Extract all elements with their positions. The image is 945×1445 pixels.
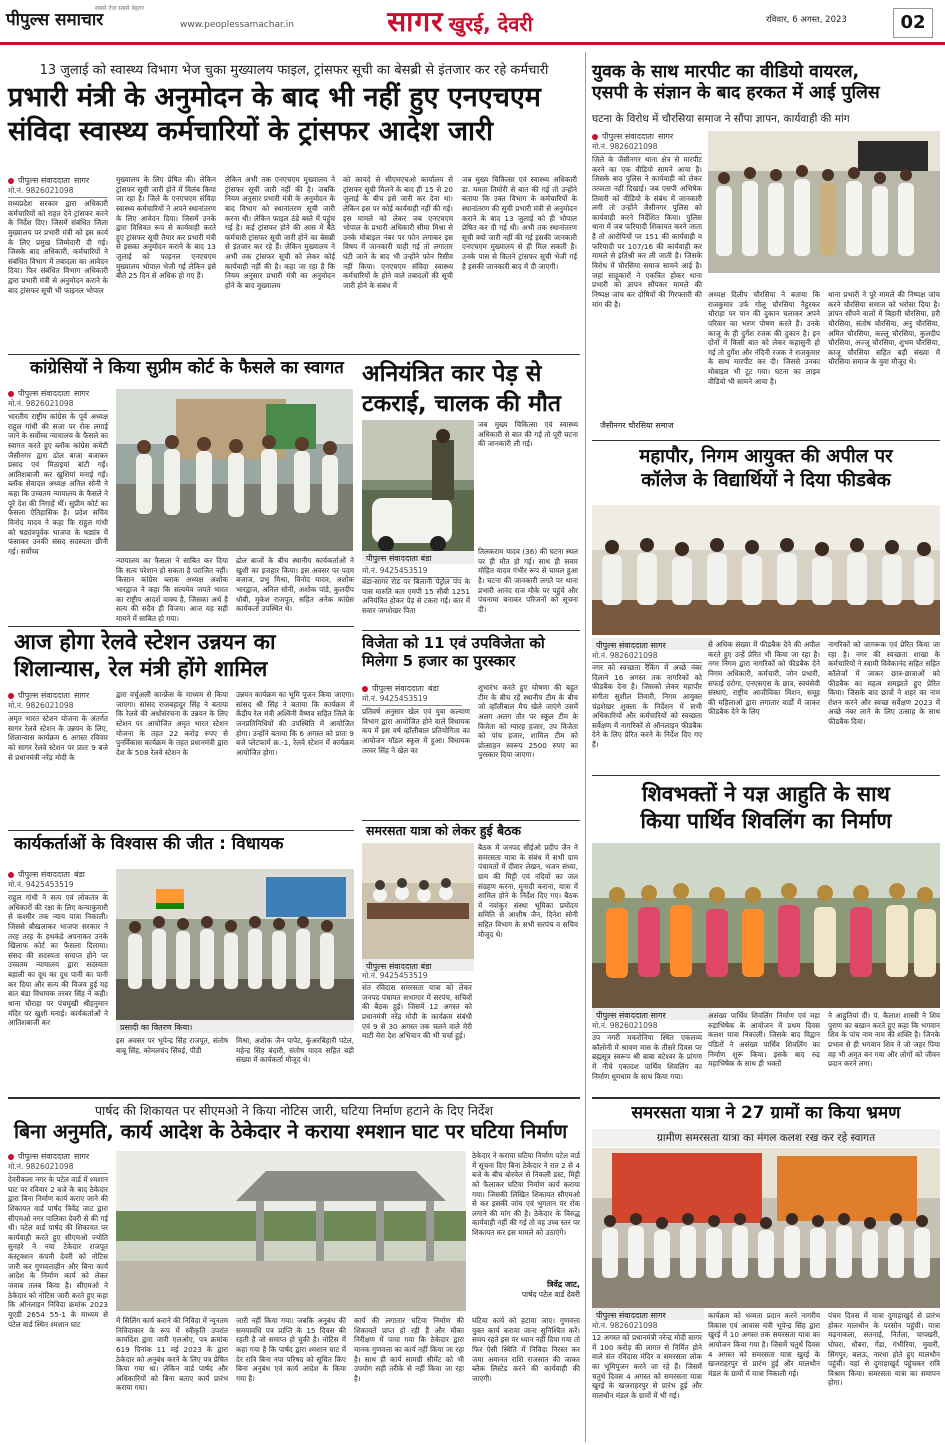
issue-date: रविवार, 6 अगस्त, 2023 [766, 15, 847, 25]
complaint-sig-role: पार्षद पटेल वार्ड देवरी [521, 1290, 580, 1299]
story-yatra-headline: समरसता यात्रा ने 27 ग्रामों का किया भ्रमण [631, 1103, 901, 1123]
nhm-col-5: जब मुख्य चिकित्सा एवं स्वास्थ्य अधिकारी डा. ममता तिमोरी से बात की गई तो उन्होंने बताया कि उक्त विभाग के कर्मचारियों के स्थानांतरण की सूची प्रभारी मंत्री से अनुमोदन कराने के बाद 13 जुलाई को ही भोपाल प्रेषित कर दी गई थी। अभी तक स्थानांतरण सूची क्यों जारी नहीं की गई इसकी जानकारी एनएचएम मुख्यालय से ही मिल सकती है। उनके पास से कितने ट्रांसफर सूची भेजी गई है इसकी जानकारी बाद में दी जाएगी। [462, 175, 577, 271]
shiv-mob: मो.नं. 9826021098 [592, 1021, 702, 1033]
headline-line2: संविदा स्वास्थ्य कर्मचारियों के ट्रांसफर आदेश जारी [8, 115, 494, 147]
congress-byline: पीपुल्स संवाददाता सागर मो.नं. 9826021098 [8, 388, 108, 411]
tagline: सबसे तेज़ सबसे बेहतर [94, 5, 144, 12]
city-banner [300, 2, 620, 38]
logo-text: पीपुल्स समाचार [6, 10, 104, 30]
place: सागर [73, 176, 90, 185]
story-railway-headline [14, 630, 354, 684]
accident-col-top: जब मुख्य चिकित्सा एवं स्वास्थ्य अधिकारी से बात की गई तो पूरी घटना की जानकारी ली गई। [478, 420, 578, 449]
shiv-col-2: असंख्य पार्थिव शिवलिंग निर्माण एवं महा रुद्राभिषेक के आयोजन में प्रथम दिवस कलश यात्रा निकाली। जिसके बाद विद्वान पंडितों ने असंख्य पार्थिव शिवलिंग का निर्माण शुरू किया। इसके बाद रुद्र महाभिषेक के साथ ही भक्तों [708, 1011, 820, 1069]
shiv-photo [592, 843, 940, 1008]
cremation-col-left: देवरीकला नगर के पटेल वार्ड में श्मशान घाट पर रविवार 2 बजे के बाद ठेकेदार द्वारा बिना निर्माण कार्य कराए जाने की शिकायत वार्ड पार्षद त्रिवेंद्र जाट द्वारा सीएमओ नगर पालिका देवरी से की गई थी। पटेल वार्ड पार्षद की शिकायत पर कार्यवाही करते हुए सीएमओ ज्योति सुनहरे ने नया टेकेदार राजपूत कंस्ट्रक्शन कंपनी देवरी को नोटिस जारी कर गुणवत्ताहीन और बिना कार्य आदेश के निर्माण कार्य को लेकर जवाब तलब किया है। सीएमओ ने ठेकेदार को नोटिस जारी करते हुए कहा कि ऑनलाइन निविदा क्रमांक 2023 यूएडी 2654 55-1 के माध्यम से पटेल वार्ड स्थित श्मशान घाट [8, 1175, 108, 1329]
railway-col-2: द्वारा वर्चुअली कान्फ्रेंस के माध्यम से किया जाएगा। सांसद राजबहादुर सिंह ने बताया कि रेलवे की अधोसंरचना के उन्नयन के लिए स्टेशन पर आयोजित अमृत भारत स्टेशन योजना के तहत 22 करोड़ रुपए से पुनर्विकास कार्यक्रम के तहत प्रधानमंत्री द्वारा देश के 508 रेलवे स्टेशन के [116, 690, 228, 757]
railway-headline-1: आज होगा रेलवे स्टेशन उन्नयन का [14, 630, 276, 655]
video-headline-2: एसपी के संज्ञान के बाद हरकत में आई पुलिस [592, 83, 880, 104]
shiv-photo-image [592, 843, 940, 1008]
story-meeting-headline: समरसता यात्रा को लेकर हुई बैठक [366, 823, 522, 838]
nhm-col-4: को कायदे से सीएमएचओ कार्यालय से ट्रांसफर सूची मिलने के बाद ही 15 से 20 जुलाई के बीच इसे जारी कर देना था। लेकिन इस पर कोई कार्यवाही नहीं की गई। इस मामले को लेकर जब एनएचएम भोपाल के प्रभारी अधिकारी सीमा मिश्रा से उनके मोबाइल नंबर पर फोन लगाकर इस विषय में जानकारी चाही गई तो लगातार घंटी जाने के बाद भी उन्होंने फोन रिसीव नहीं किया। एनएचएम संविदा स्वास्थ्य कर्मचारियों के होने वाले तबादलों की सूची जारी होने के संबंध में [343, 175, 453, 291]
story-video-headline [592, 62, 940, 105]
video-col-3: थाना प्रभारी ने पूरे मामले की निष्पक्ष जांच करने चौरसिया समाज को भरोसा दिया है। ज्ञापन सौंपने वालों में बिहारी चौरसिया, हरी चौरसिया, संतोष चौरसिया, अनु चौरसिया, अमित चौरसिया, कल्लू चौरसिया, कुलदीप चौरसिया, अज्जू चौरसिया, शुभम चौरसिया, काजू चौरसिया सहित बड़ी संख्या में चौरसिया समाज के युवा मौजूद थे। [828, 290, 940, 367]
feedback-col-3: नागरिकों को जागरूक एवं प्रेरित किया जा रहा है। नगर की स्वच्छता शाखा के कर्मचारियों ने स्वामी विवेकानंद सहित सहित कॉलेजों में जाकर छात्र-छात्राओं को फीडबैक का महत्व समझाते हुए प्रेरित किया। जिसके बाद छात्रों ने शहर का नाम रोशन करने और स्वच्छ सर्वेक्षण 2023 में अच्छे नंबर लाने के लिए उत्साह के साथ फीडबैक दिया। [828, 640, 940, 727]
cremation-complaint-box [472, 1151, 580, 1306]
mobile: मो.नं. 9826021098 [8, 186, 108, 198]
bullet-icon [8, 178, 14, 184]
railway-headline-2: शिलान्यास, रेल मंत्री होंगे शामिल [14, 656, 268, 682]
accident-byline: पीपुल्स संवाददाता बंडा [362, 551, 474, 564]
shiv-col-1: उप नगरी मकरोनिया स्थित एकलव्य कॉलोनी में श्रावण मास के तीसरे दिवस पर ब्रह्मसूत्र स्वरूप श्री बाबा बटेश्वर के प्रांगण में नीचे एकादश पार्थिव शिवलिंग का निर्माण धूमधाम के साथ किया गया। [592, 1033, 702, 1081]
meeting-col-1: संत रविदास समरसता यात्रा को लेकर जनपद पंचायत सभागार में सरपंच, सचिवों की बैठक हुई। जिसमें 12 अगस्त को प्रधानमंत्री नरेंद्र मोदी के कार्यक्रम संबंधी एवं 9 से 30 अगस्त तक चलने वाले मेरी माटी मेरा देश अभियान की भी चर्चा हुई। [362, 983, 472, 1041]
video-byline: पीपुल्स संवाददाता सागर मो.नं. 9826021098 [592, 131, 702, 154]
congress-col-1: भारतीय राष्ट्रीय कांग्रेस के पूर्व अध्यक्ष राहुल गांधी की सजा पर रोक लगाई जाने के सर्वोच्च न्यायालय के फैसले का स्वागत करते हुए ब्लॉक कांग्रेस कमेटी जैसीनगर द्वारा ढोल बाजा बजाकर प्रसाद एवं मिठाइयां बांटी गईं। आतिशबाजी कर खुशियां मनाई गईं। ब्लॉक सेवादल अध्यक्ष अनिल सोनी ने कहा कि उच्चतम न्यायालय के फैसले ने पूरे देश की निगाहें थीं। सुप्रीम कोर्ट का फैसला ऐतिहासिक है। प्रदेश सचिव विनोद यादव ने कहा कि राहुल गांधी को षड्यंत्रपूर्वक भाजपा के षड्यंत्र में फंसाकर उनकी संसद सदस्यता छीनी गई। सर्वोच्च [8, 412, 108, 556]
meeting-mob: मो.नं. 9425453519 [362, 971, 472, 983]
railway-col-1: अमृत भारत स्टेशन योजना के अंतर्गत सागर रेलवे स्टेशन के उन्नयन के लिए, शिलान्यास कार्यक्रम 6 अगस्त रविवार को सागर रेलवे स्टेशन पर प्रातः 9 बजे से प्रधानमंत्री नरेंद्र मोदी के [8, 714, 108, 762]
nhm-col-1: मध्यप्रदेश सरकार द्वारा अधिकारी कर्मचारियों को राहत देने ट्रांसफर करने के निर्देश दिए। जिसमें संबंधित जिला मुख्यालय पर प्रभारी मंत्री को इस कार्य के लिए प्रमुख जिम्मेदारी दी गई। जिसके बाद अधिकारी, कर्मचारियों ने संबंधित विभाग में तबादला का आवेदन दिया। फिर संबंधित विभाग अधिकारी द्वारा प्रभारी मंत्री से अनुमोदन कराने के बाद ट्रांसफर सूची भी फाइनल भोपाल [8, 199, 108, 295]
cremation-col-2: जारी नहीं किया गया। जबकि अनुबंध की समयावधि पत्र प्राप्ति के 15 दिवस की रहती है जो समाप्त हो चुकी है। नोटिस में कहा गया है कि पार्षद द्वारा श्मशान घाट में देर रात्रि बिना नपा परिषद को सूचित किए बिना अनुबंध एवं कार्य आदेश के किया गया है। [236, 1316, 346, 1383]
story-shiv-headline [592, 781, 940, 836]
story-cremation-kicker: पार्षद की शिकायत पर सीएमओ ने किया नोटिस जारी, घटिया निर्माण हटाने के दिए निर्देश [94, 1103, 494, 1118]
meeting-photo [362, 843, 474, 961]
mla-col-1: राहुल गांधी ने सत्य एवं लोकतंत्र के अधिकारों की रक्षा के लिए कन्याकुमारी से कश्मीर तक न्याय यात्रा निकाली। जिससे बौखलाकर भाजपा सरकार ने तरह तरह के हथकंडे अपनाकर उनके खिलाफ कोर्ट का फैसला दिलाया। संसद की सदस्यता समाप्त होने पर उच्चतम न्यायालय द्वारा सदस्यता बहाली का दूध का दूध पानी का पानी कर दिया और सत्य की विजय हुई यह बात बंडा विधायक तरवर सिंह ने कही। थाना चौराहा पर पंचमुखी श्रीहनुमान मंदिर पर खुशी मनाई। कार्यकर्ताओं ने आतिशबाजी कर [8, 893, 108, 1028]
shiv-headline-2: किया पार्थिव शिवलिंग का निर्माण [640, 809, 892, 834]
meeting-byline: पीपुल्स संवाददाता बंडा [362, 959, 474, 971]
cremation-photo-image [116, 1151, 466, 1311]
mla-photo [116, 869, 354, 1021]
video-photo-image [708, 131, 940, 273]
yatra-photo-image [592, 1148, 940, 1308]
feedback-photo [592, 505, 940, 635]
cremation-col-3: कार्य की लगातार घटिया निर्माण की शिकायतें प्राप्त हो रही हैं और मौका निरीक्षण में पाया गया कि ठेकेदार द्वारा मानक गुणवत्ता का कार्य नहीं किया जा रहा है। साथ ही कार्य सामग्री सीमेंट को भी उपयोग सही तरीके से नहीं किया जा रहा है। [354, 1316, 464, 1383]
railway-byline: पीपुल्स संवाददाता सागर मो.नं. 9826021098 [8, 690, 108, 713]
prize-col-1: प्रतिवर्ष अनुसार खेल एवं युवा कल्याण विभाग द्वारा आयोजित होने वाले विधायक कप में इस वर्ष व्हॉलीबाल प्रतियोगिता का आयोजन मॉडल स्कूल में हुआ। विधायक तरवर सिंह ने खेल का [362, 707, 470, 755]
feedback-headline-2: कॉलेज के विद्यार्थियों ने दिया फीडबेक [641, 470, 891, 492]
prize-byline: पीपुल्स संवाददाता बंडा मो.नं. 9425453519 [362, 683, 462, 706]
yatra-photo [592, 1148, 940, 1308]
meeting-col-2: बैठक में जनपद सीईओ प्रदीप जैन ने समरसता यात्रा के संबंध में सभी ग्राम पंचायतों में दीवार लेखन, भजन संध्या, ग्राम की मिट्टी एवं नदियों का जल संग्रहण करना, मुनादी कराना, यात्रा में शामिल होने के निर्देश दिए गए। बैठक में नवांकुर संस्था भूमिका प्रमोदय समिति से आशीष जैन, दिनेश सोनी सहित विभाग के सभी सरपंच व सचिव मौजूद थे। [478, 843, 578, 939]
story-feedback-headline [592, 445, 940, 493]
video-kicker: घटना के विरोध में चौरसिया समाज ने सौंपा ज्ञापन, कार्यवाही की मांग [592, 113, 850, 125]
nhm-col-2: मुख्यालय के लिए प्रेषित की। लेकिन ट्रांसफर सूची जारी होने में विलंब किया जा रहा है। जिले के एनएचएम संविदा स्वास्थ्य कर्मचारियों ने अपने स्थानांतरण के लिए आवेदन दिया। जिसमें उनके द्वारा विधिवत रूप से कार्यवाही करते हुए ट्रांसफर सूची तैयार कर प्रभारी मंत्री से इसका अनुमोदन कराने के बाद 13 जुलाई को फाइनल एनएचएम मुख्यालय भोपाल भेजी गई लेकिन इसे बीते 25 दिन से अधिक हो गए हैं। [116, 175, 216, 281]
congress-col-3: ढोल बाजों के बीच स्थानीय कार्यकर्ताओं ने खुशी का इजहार किया। इस अवसर पर पदम बजाज, प्रभु मिश्रा, विनोद यादव, अशोक भारद्वाज, अनिल सोनी, अशोक पांडे, कुलदीप धोबी, मुकेश राजपूत, सहित अनेक कांग्रेस कार्यकर्ता उपस्थित थे। [236, 556, 354, 614]
feedback-photo-image [592, 505, 940, 635]
kicker: 13 जुलाई को स्वास्थ्य विभाग भेज चुका मुख्यालय फाइल, ट्रांसफर सूची का बेसब्री से इंतजार कर रहे कर्मचारी [39, 63, 549, 78]
cremation-col-1: में सिलिंग कार्य कराने की निविदा में न्यूनतम निविदाकार के रूप में स्वीकृति उपरांत कार्यादेश द्वारा जारी एलओए, पत्र क्रमांक 619 दिनांक 11 मई 2023 के द्वारा ठेकेदार को अनुबंध करने के लिए पत्र प्रेषित किया गया था। लेकिन वार्ड पार्षद और अधिकारियों को बिना बताए कार्य प्रारंभ कराया गया। [116, 1316, 228, 1393]
accident-photo-image [362, 420, 474, 560]
nhm-byline [8, 175, 108, 198]
story-cremation-headline: बिना अनुमति, कार्य आदेश के ठेकेदार ने कराया श्मशान घाट पर घटिया निर्माण [14, 1120, 568, 1143]
mla-col-2: इस अवसर पर भूपेन्द्र सिंह राजपूत, संतोष बाबू सिंह, कोमलचंद सिंघई, पीडी [116, 1036, 228, 1055]
bullet-icon [8, 693, 14, 699]
mla-photo-image [116, 869, 354, 1021]
railway-col-3: उन्नयन कार्यक्रम का भूमि पूजन किया जाएगा। सांसद श्री सिंह ने बताया कि कार्यक्रम में केंद्रीय रेल मंत्री अश्विनी वैष्णव सहित जिले के जनप्रतिनिधियों की उपस्थिति में आयोजित होगा। उन्होंने बताया कि 6 अगस्त को प्रातः 9 बजे प्लेटफार्म क्र.-1, रेलवे स्टेशन में कार्यक्रम आयोजित होगा। [236, 690, 354, 757]
mla-col-3: मिश्रा, अशोक जैन पापेट, कुंअरबिहारी पटेल, महेन्द्र सिंह बंदारी, संतोष यादव सहित बड़ी संख्या में कार्यकर्ता मौजूद थे। [236, 1036, 354, 1065]
story-accident-headline [362, 360, 578, 420]
headline-line1: प्रभारी मंत्री के अनुमोदन के बाद भी नहीं हुए एनएचएम [8, 82, 541, 113]
feedback-col-1: नगर को स्वच्छता रैंकिंग में अच्छे नंबर दिलाने 16 अगस्त तक नागरिकों को फीडबैक देना है। जिसको लेकर महापौर संगीता सुशील तिवारी, निगम आयुक्त चंद्रशेखर शुक्ला के निर्देशन में सभी अधिकारियों और कर्मचारियों को स्वच्छता सर्वेक्षण में नागरिकों से ऑनलाइन फीडबैक देने के लिए प्रेरित करने के निर्देश दिए गए हैं। [592, 663, 702, 750]
feedback-headline-1: महापौर, निगम आयुक्त की अपील पर [639, 446, 893, 467]
mla-byline: पीपुल्स संवाददाता बंडा मो.नं. 9425453519 [8, 869, 108, 892]
mla-photo-caption: प्रसादी का वितरण किया। [116, 1020, 354, 1033]
video-col-1: जिले के जैसीनगर थाना क्षेत्र से मारपीट करने का एक वीडियो सामने आया है। जिसके बाद पुलिस ने कार्यवाही को लेकर तत्परता नहीं दिखाई। जब एसपी अभिषेक तिवारी को वीडियो के संबंध में जानकारी लगी तो उन्होंने जैसीनगर पुलिस को कार्यवाही करने निर्देशित किया। पुलिस थाना में जब फरियादी शिकायत करने जाता है तो आरोपियों पर 151 की कार्यवाही व फरियादी पर 107/16 की कार्यवाही कर मामले से इतिश्री कर ली जाती है। जिसके विरोध में चौरसिया समाज सामने आई है। जहां साहूकारों ने एकत्रित होकर थाना प्रभारी को ज्ञापन सौंपकर मामले की निष्पक्ष जांच कर दोषियों की गिरफ्तारी की मांग की है। [592, 155, 702, 309]
city-sub: खुरई, देवरी [448, 12, 533, 36]
shiv-byline: पीपुल्स संवाददाता सागर [592, 1008, 712, 1020]
congress-photo [116, 389, 353, 551]
prize-col-2: शुभारंभ करते हुए घोषणा की बहुत टीम के बीच रहें स्थानीय टीम के बीच जो व्हॉलीबाल मैच खेले जाएंगे उसमें अलग अलग तौर पर स्कूल टीम के विजेता को ग्यारह हजार, उप विजेता को पांच हजार, शामिल टीम को प्रोत्साहन स्वरूप 2500 रुपए का पुरस्कार दिया जाएगा। [478, 683, 578, 760]
yatra-mob: मो.नं. 9826021098 [592, 1321, 702, 1333]
nhm-col-3: लेकिन अभी तक एनएचएम मुख्यालय ने ट्रांसफर सूची जारी नहीं की है। जबकि नियम अनुसार प्रभारी मंत्री के अनुमोदन के बाद विभाग को स्थानांतरण सूची जारी करना थी। लेकिन फाइल ठंडे बस्ते में पहुंच गई है। कई ट्रांसफर होने की आस में बैठे कर्मचारी ट्रांसफर सूची जारी होने का बेसब्री से इंतजार कर रहे हैं। लेकिन मुख्यालय ने अभी तक ट्रांसफर सूची को लेकर कोई कार्यवाही नहीं की है। कहा जा रहा है कि नियम अनुसार प्रभारी मंत्री का अनुमोदन होने के बाद मुख्यालय [225, 175, 335, 291]
bullet-icon [8, 872, 14, 878]
accident-headline-2: टकराई, चालक की मौत [362, 390, 561, 417]
feedback-mob: मो.नं. 9826021098 [592, 651, 702, 663]
masthead-rule [0, 42, 945, 45]
story-congress-headline: कांग्रेसियों ने किया सुप्रीम कोर्ट के फैसले का स्वागत [30, 358, 344, 378]
yatra-col-3: पंचम दिवस में यात्रा दुगाहाखुर्द से प्रारंभ होकर मालथौन के परसोन पहुंची। यात्रा मढ़नाकला, सतनाई, निर्तला, चापखरी, घोघरा, धौबरा, गेंडा, गंभीरिया, मुवारी, सिंगपुर, बलऊ, नारधा होते हुए मालथौन पहुंची। यहां से दुगाहाखुर्द पहुंचकर रात्रि विश्राम किया। समरसता यात्रा का समापन होगा। [828, 1311, 940, 1388]
shiv-headline-1: शिवभक्तों ने यज्ञ आहुति के साथ [642, 782, 890, 806]
video-col-2: अध्यक्ष दिलीप चौरसिया ने बताया कि राजकुमार उर्फ गोलू चौरसिया नैहुरकर चौराहा पर पान की दुकान चलाकर अपने परिवार का भरण पोषण करते हैं। उनके काजू के ही दुर्गेश रजक की दुकान है। इन दोनों में किसी बात को लेकर कहासुनी हो गई तो दुर्गेश और नंदिनी रजक ने राजकुमार के साथ मारपीट कर दी। जिससे उनका मोबाइल भी टूट गया। घटना का लाइव वीडियो भी सामने आया है। [708, 290, 820, 386]
feedback-col-2: से अधिक संख्या में फीडबैक देने की अपील करते हुए उन्हें प्रेरित भी किया जा रहा है। नगर निगम द्वारा नागरिकों को फीडबैक देने निगम अधिकारी, कर्मचारी, जोन प्रभारी, सफाई दरोगा, एनएसएस के छात्र, स्वयंसेवी संस्थाएं, राष्ट्रीय आजीविका मिशन, समूह की महिलाओं द्वारा लगातार वार्डों में जाकर फीडबैक देने के लिए [708, 640, 820, 717]
cremation-photo [116, 1151, 466, 1311]
city-name: सागर [387, 5, 444, 38]
shiv-col-3: ने आहुतियां दीं। पं. कैलाश शास्त्री ने शिव पुराण का बखान करते हुए कहा कि भगवान शिव के पांच नाम नाम की शक्ति है। जिनके प्रभाव से ही भगवान शिव ने जो जहर पिया वह भी अमृत बन गया और लोगों को जीवन प्रदान करने लगा। [828, 1011, 940, 1069]
yatra-col-1: 12 अगस्त को प्रधानमंत्री नरेन्द्र मोदी सागर में 100 करोड़ की लागत से निर्मित होने वाले संत रविदास मंदिर व समरसता लोक का भूमिपूजन करने जा रहे हैं। जिसमें चतुर्थ दिवस 4 अगस्त को समरसता यात्रा खुरई के खजराहरपुर से प्रारंभ हुई और मालथौन मंडल के ग्रामों में भी गई। [592, 1333, 702, 1400]
yatra-kicker: ग्रामीण समरसता यात्रा का मंगल कलश रख कर रहे स्वागत [592, 1129, 940, 1147]
accident-col-2: तिलकराम यादव (36) की घटना स्थल पर ही मौत हो गई। साथ ही सवार मोहित यादव गंभीर रूप से घायल हुआ है। घटना की जानकारी लगते पर थाना प्रभारी आनंद राज मौके पर पहुंचे और पंचनामा बनाकर परिजनों को सूचना दी। [478, 547, 578, 614]
feedback-byline: पीपुल्स संवाददाता सागर [592, 638, 712, 650]
yatra-byline: पीपुल्स संवाददाता सागर [592, 1308, 704, 1320]
complaint-text: ठेकेदार ने कराया घटिया निर्माण पटेल वार्ड में सूचना दिए बिना ठेकेदार ने रात 2 से 4 बजे के बीच बोरवेल से निकली डस्ट, मिट्टी को फैलाकर घटिया निर्माण कार्य कराया गया। जिसकी लिखित शिकायत सीएमओ से कर इसकी जांच एवं भुगतान पर रोक लगाने की मांग की है। ठेकेदार के विरुद्ध कार्यवाही नहीं की गई तो वह उच्च स्तर पर शिकायत कर इस मामले को उठाएंगे। [472, 1151, 580, 1238]
masthead [0, 0, 945, 46]
bullet-icon [8, 391, 14, 397]
reporter: पीपुल्स संवाददाता [18, 176, 70, 185]
prize-headline-2: मिलेगा 5 हजार का पुरस्कार [362, 651, 516, 670]
cremation-byline: पीपुल्स संवाददाता सागर मो.नं. 9826021098 [8, 1151, 108, 1174]
accident-col-1: बंडा-सागर रोड पर बिलानी पेट्रोल पंप के पास मारुति कार एमपी 15 सीबी 1251 अनियंत्रित होकर पेड़ से टकरा गई। कार में सवार जगशेखर पिता [362, 577, 470, 615]
page-number: 02 [893, 8, 933, 38]
complaint-sig-name: त्रिवेंद्र जाट, [546, 1280, 580, 1289]
video-headline-1: युवक के साथ मारपीट का वीडियो वायरल, [592, 62, 860, 82]
bullet-icon [8, 1154, 14, 1160]
congress-photo-image [116, 389, 353, 551]
congress-col-2: न्यायालय का फैसला ने साबित कर दिया कि सत्य परेशान हो सकता है पराजित नहीं। किसान कांग्रेस ब्लाक अध्यक्ष अशोक भारद्वाज ने कहा कि सत्यमेव जयते भारत का राष्ट्रीय आदर्श वाक्य है, जिसका अर्थ है सत्य की सदैव ही विजय। आज यह सही मायने में साबित हो गया। [116, 556, 228, 623]
video-photo [708, 131, 940, 273]
prize-headline-1: विजेता को 11 एवं उपविजेता को [362, 634, 545, 652]
paper-logo [6, 4, 178, 36]
accident-byline-2: मो.नं. 9425453519 [362, 566, 462, 578]
accident-photo [362, 420, 474, 560]
accident-headline-1: अनियंत्रित कार पेड़ से [362, 361, 542, 387]
cremation-col-4: घटिया कार्य को हटाया जाए। गुणवत्ता युक्त कार्य कराया जाना सुनिश्चित करें। समय रहते इस पर ध्यान नहीं दिया गया तो फिर ऐसी स्थिति में निविदा निरस्त कर जमा अमानत राशि राजसात की जाकर ब्लैक लिस्टेड करने की कार्यवाही की जाएगी। [472, 1316, 581, 1383]
video-sign: जैसीनगर चौरसिया समाज [600, 421, 674, 430]
story-mla-headline: कार्यकर्ताओं के विश्वास की जीत : विधायक [14, 834, 284, 854]
site-url[interactable]: www.peoplessamachar.in [180, 20, 294, 30]
meeting-photo-image [362, 843, 474, 961]
yatra-col-2: कार्यक्रम को भव्यता प्रदान करने नागरीय विकास एवं आवास मंत्री भूपेन्द्र सिंह द्वारा खुरई में 10 अगस्त तक समरसता यात्रा का आयोजन किया गया है। जिसमें चतुर्थ दिवस 4 अगस्त को समरसता यात्रा खुरई के खजराहरपुर से प्रारंभ हुई और मालथौन मंडल के ग्रामों में यात्रा निकाली गई। [708, 1311, 820, 1378]
bullet-icon [592, 134, 598, 140]
bullet-icon [362, 686, 368, 692]
